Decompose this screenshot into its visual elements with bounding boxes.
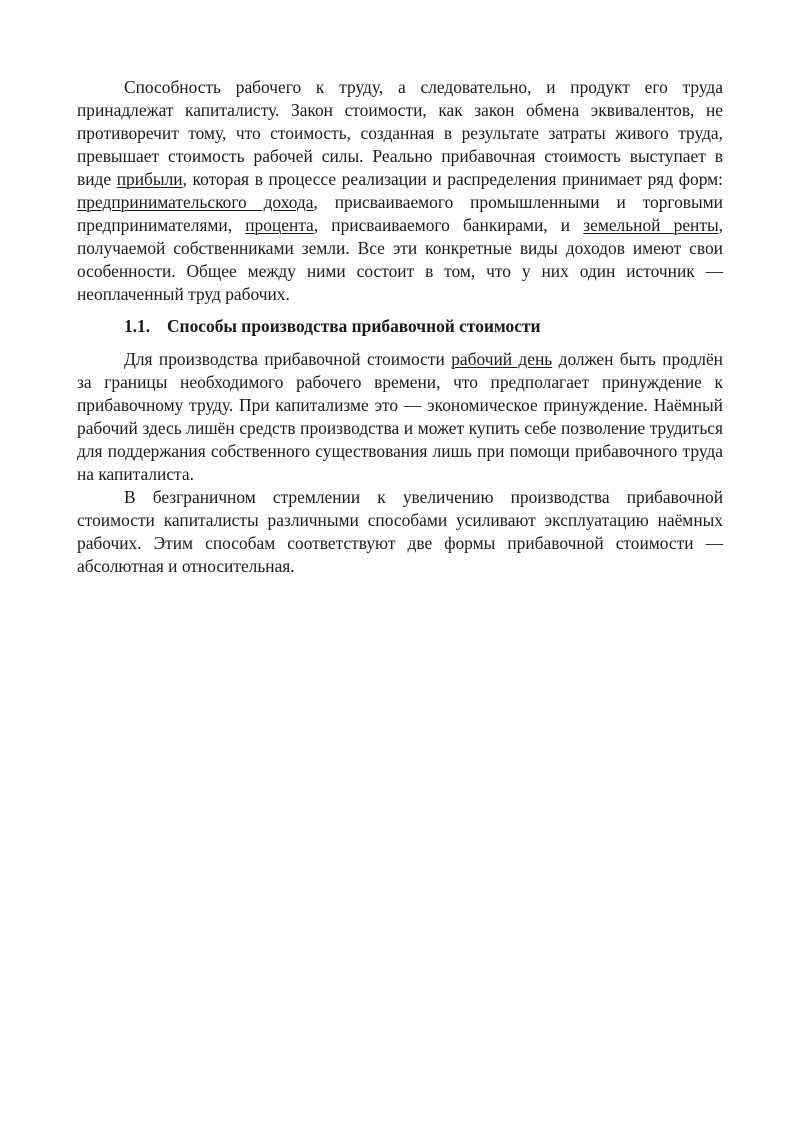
paragraph-surplus-value (77, 76, 723, 306)
link-working-day[interactable]: рабочий день (451, 349, 553, 369)
text: , получаемой собственниками земли. Все эти конкретные виды доходов имеют свои особенности. Общее между ними состоит в том, что у них один источник — неоплаченный труд рабочих. (77, 215, 723, 304)
link-entrepreneurial-income[interactable]: предпринимательского дохода (77, 192, 314, 212)
section-heading (77, 315, 723, 338)
paragraph-production-methods (77, 348, 723, 486)
text: , которая в процессе реализации и распределения принимает ряд форм: (182, 169, 724, 189)
section-title: Способы производства прибавочной стоимости (167, 316, 541, 336)
link-interest[interactable]: процента (245, 215, 314, 235)
text: Для производства прибавочной стоимости (124, 349, 452, 369)
link-profit[interactable]: прибыли (116, 169, 183, 189)
paragraph-forms-of-surplus-value (77, 486, 723, 578)
text: , присваиваемого промышленными и торговыми предпринимателями, (77, 192, 723, 235)
section-number: 1.1. (124, 316, 151, 336)
text: должен быть продлён за границы необходимого рабочего времени, что предполагает принуждение к прибавочному труду. При капитализме это — экономическое принуждение. Наёмный рабочий здесь лишён средств производства и может купить себе позволение трудиться для поддержания собственного существования лишь при помощи прибавочного труда на капиталиста. (77, 349, 723, 484)
text: , присваиваемого банкирами, и (313, 215, 584, 235)
text: В безграничном стремлении к увеличению производства прибавочной стоимости капиталисты различными способами усиливают эксплуатацию наёмных рабочих. Этим способам соответствуют две формы прибавочной стоимости — абсолютная и относительная. (77, 487, 723, 576)
link-ground-rent[interactable]: земельной ренты (583, 215, 719, 235)
text: Способность рабочего к труду, а следовательно, и продукт его труда принадлежат капиталисту. Закон стоимости, как закон обмена эквивалентов, не противоречит тому, что стоимость, созданная в результате затраты живого труда, превышает стоимость рабочей силы. Реально прибавочная стоимость выступает в виде (77, 77, 723, 189)
document-page (77, 76, 723, 578)
